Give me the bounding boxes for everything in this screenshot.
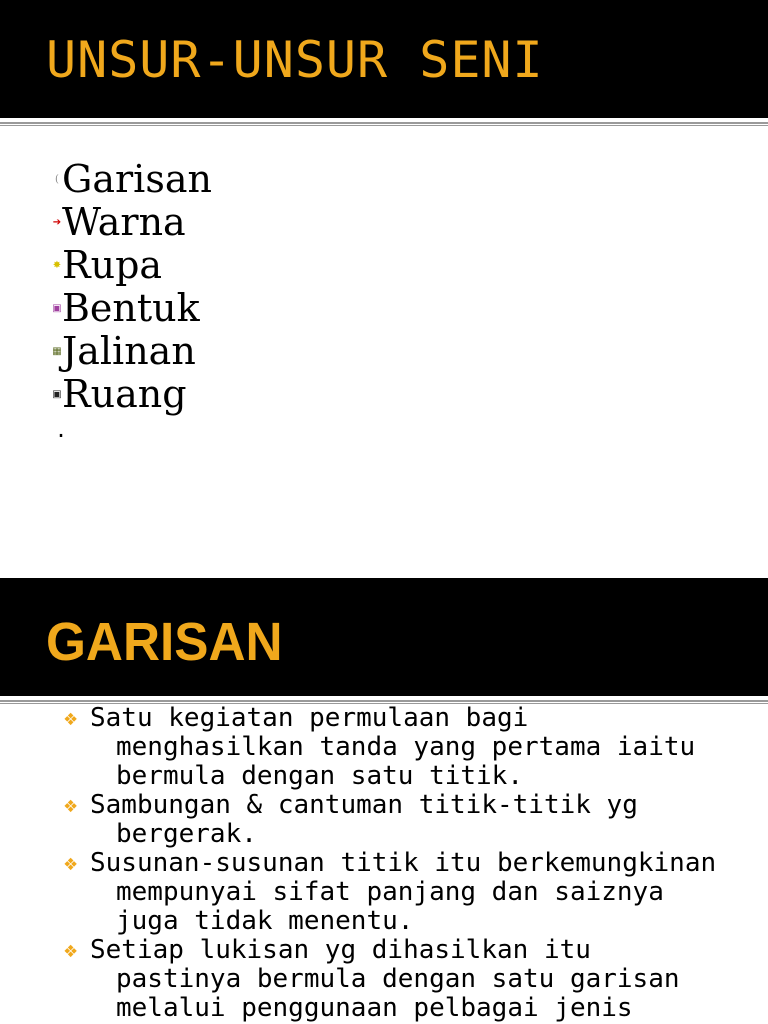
point-text: Setiap lukisan yg dihasilkan itu — [90, 935, 591, 965]
bullet-icon: ▣ — [52, 303, 62, 314]
point-text: Satu kegiatan permulaan bagi — [90, 703, 529, 733]
list-item — [52, 241, 212, 287]
point-text: Susunan-susunan titik itu berkemungkinan — [90, 848, 717, 878]
point-text-continued: mempunyai sifat panjang dan saiznya — [116, 877, 664, 907]
header-divider — [0, 122, 768, 126]
trailing-dot: . — [55, 418, 68, 442]
slide-header — [0, 0, 768, 118]
list-item-label: Garisan — [62, 157, 212, 201]
list-item — [64, 849, 754, 936]
bullet-icon: ▣ — [52, 389, 62, 400]
bullet-icon: ▦ — [52, 346, 62, 357]
list-item — [52, 198, 212, 244]
bullet-icon: ➔ — [52, 217, 62, 228]
list-item — [64, 791, 754, 849]
point-text-continued: melalui penggunaan pelbagai jenis — [116, 993, 633, 1023]
list-item — [52, 155, 212, 201]
diamond-bullet-icon: ❖ — [64, 938, 78, 963]
point-text: Sambungan & cantuman titik-titik yg — [90, 790, 638, 820]
point-text-continued: pastinya bermula dengan satu garisan — [116, 964, 680, 994]
slide-header — [0, 578, 768, 696]
point-list — [64, 704, 754, 1023]
list-item-label: Rupa — [62, 243, 163, 287]
diamond-bullet-icon: ❖ — [64, 793, 78, 818]
list-item — [64, 704, 754, 791]
point-text-continued: juga tidak menentu. — [116, 906, 414, 936]
bullet-icon: ✸ — [52, 260, 62, 271]
slide-garisan — [0, 578, 768, 1024]
slide-title: UNSUR-UNSUR SENI — [46, 31, 544, 89]
list-item-label: Warna — [62, 200, 186, 244]
diamond-bullet-icon: ❖ — [64, 851, 78, 876]
point-text-continued: bergerak. — [116, 819, 257, 849]
point-text-continued: menghasilkan tanda yang pertama iaitu — [116, 732, 696, 762]
list-item — [52, 370, 212, 416]
bullet-icon: ( — [55, 174, 59, 185]
list-item — [64, 936, 754, 1023]
slide-title: GARISAN — [46, 612, 283, 672]
point-text-continued: bermula dengan satu titik. — [116, 761, 523, 791]
list-item-label: Bentuk — [62, 286, 200, 330]
list-item — [52, 284, 212, 330]
list-item — [52, 327, 212, 373]
list-item-label: Ruang — [62, 372, 187, 416]
list-item-label: Jalinan — [62, 329, 196, 373]
diamond-bullet-icon: ❖ — [64, 706, 78, 731]
element-list — [52, 155, 212, 416]
